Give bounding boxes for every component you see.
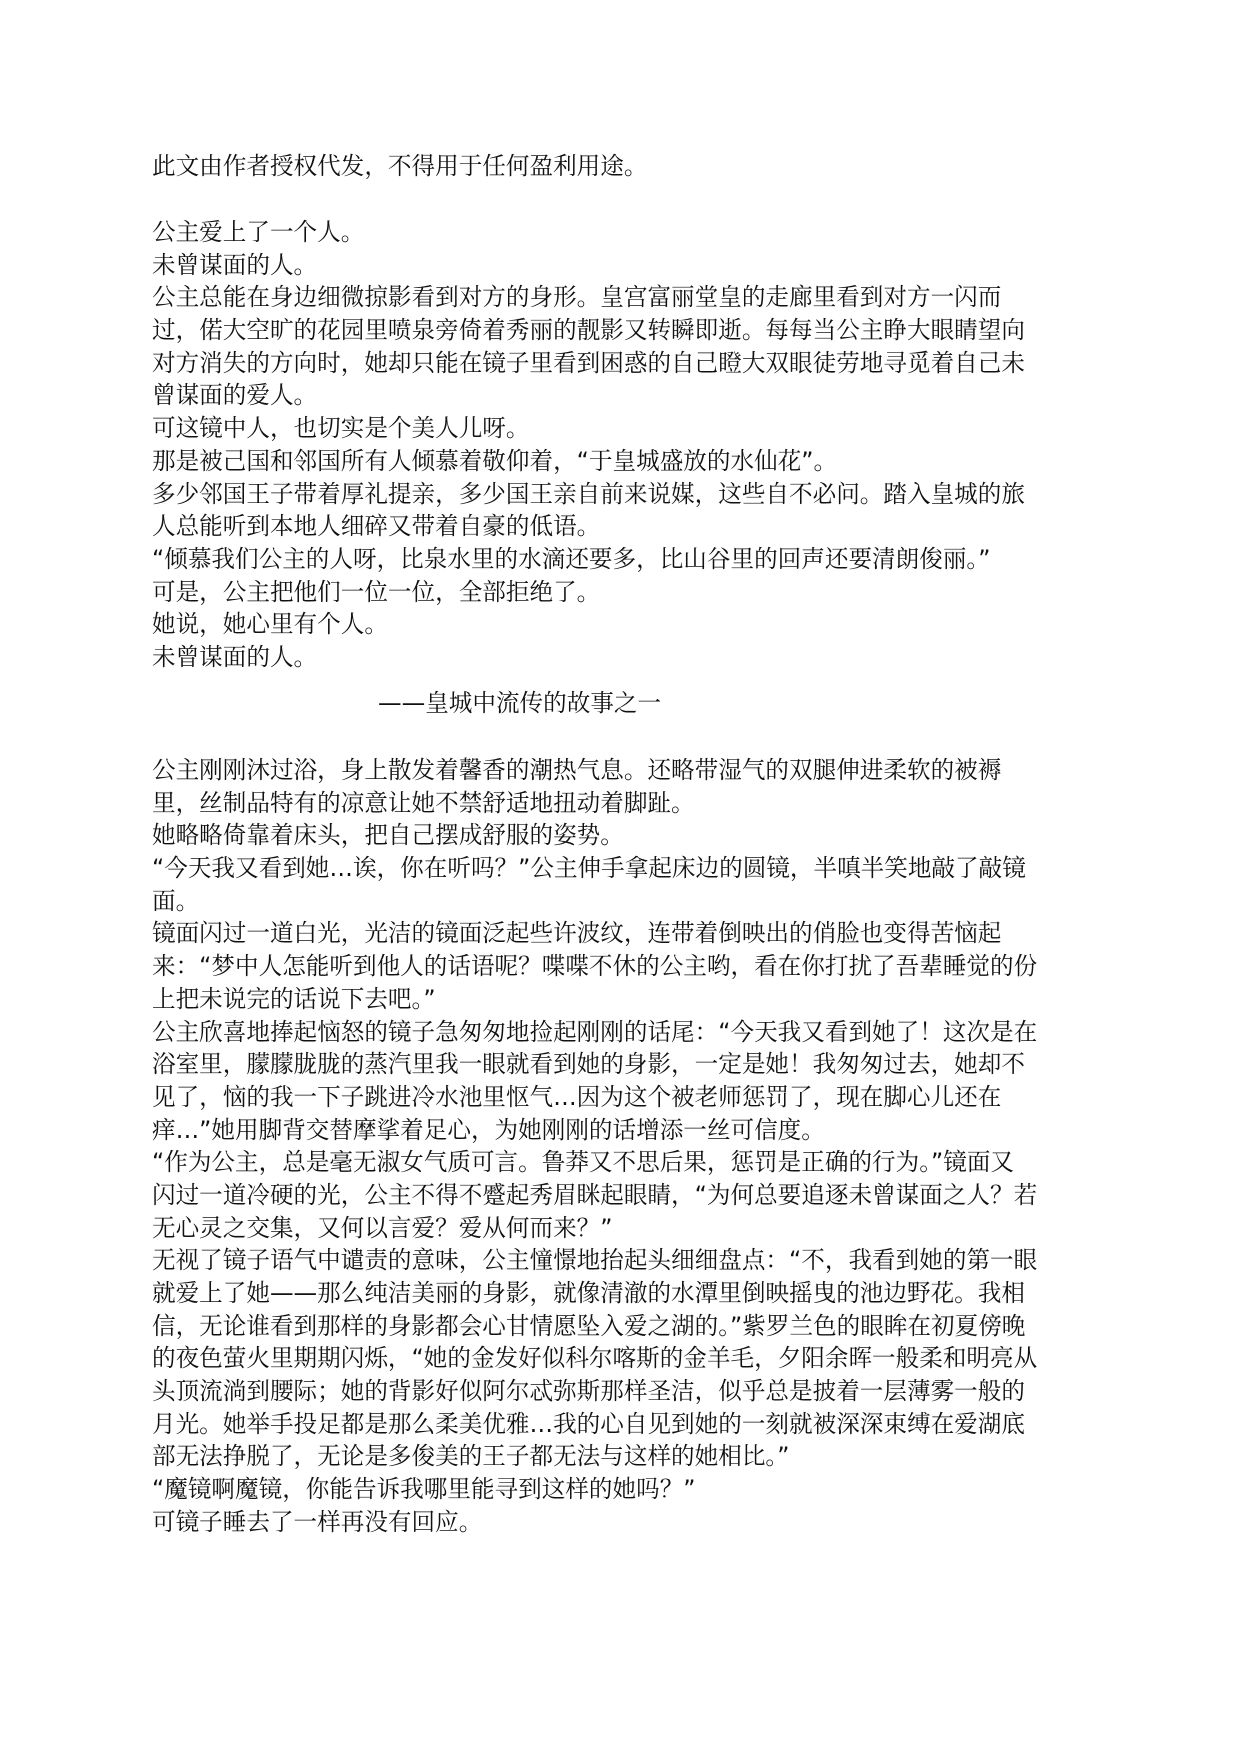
paragraph-line: 她说，她心里有个人。 <box>152 610 388 639</box>
paragraph-line: 无视了镜子语气中谴责的意味，公主憧憬地抬起头细细盘点：“不，我看到她的第一眼 <box>152 1246 1038 1275</box>
paragraph-line: 对方消失的方向时，她却只能在镜子里看到困惑的自己瞪大双眼徒劳地寻觅着自己未 <box>152 348 1025 377</box>
paragraph-line: 未曾谋面的人。 <box>152 250 318 279</box>
paragraph-line: “作为公主，总是毫无淑女气质可言。鲁莽又不思后果，惩罚是正确的行为。”镜面又 <box>152 1148 1015 1177</box>
story-main <box>152 754 1097 1539</box>
paragraph-line: 闪过一道冷硬的光，公主不得不蹙起秀眉眯起眼睛，“为何总要追逐未曾谋面之人？若 <box>152 1180 1038 1209</box>
paragraph-line: 面。 <box>152 886 200 915</box>
paragraph-line: 公主总能在身边细微掠影看到对方的身形。皇宫富丽堂皇的走廊里看到对方一闪而 <box>152 283 1002 312</box>
paragraph-line: 公主欣喜地捧起恼怒的镜子急匆匆地捡起刚刚的话尾：“今天我又看到她了！这次是在 <box>152 1017 1038 1046</box>
paragraph-line: 信，无论谁看到那样的身影都会心甘情愿坠入爱之湖的。”紫罗兰色的眼眸在初夏傍晚 <box>152 1311 1026 1340</box>
paragraph-line: 浴室里，朦朦胧胧的蒸汽里我一眼就看到她的身影，一定是她！我匆匆过去，她却不 <box>152 1050 1025 1079</box>
paragraph-line: “倾慕我们公主的人呀，比泉水里的水滴还要多，比山谷里的回声还要清朗俊丽。” <box>152 544 991 573</box>
notice-line: 此文由作者授权代发，不得用于任何盈利用途。 <box>152 152 648 180</box>
paragraph-line: 人总能听到本地人细碎又带着自豪的低语。 <box>152 512 601 541</box>
paragraph-line: 镜面闪过一道白光，光洁的镜面泛起些许波纹，连带着倒映出的俏脸也变得苦恼起 <box>152 919 1002 948</box>
paragraph-line: 未曾谋面的人。 <box>152 642 318 671</box>
story-prologue <box>152 216 1097 674</box>
paragraph-line: 曾谋面的爱人。 <box>152 381 318 410</box>
paragraph-line: 上把未说完的话说下去吧。” <box>152 984 436 1013</box>
paragraph-line: 过，偌大空旷的花园里喷泉旁倚着秀丽的靓影又转瞬即逝。每每当公主睁大眼睛望向 <box>152 316 1025 345</box>
paragraph-line: 里，丝制品特有的凉意让她不禁舒适地扭动着脚趾。 <box>152 788 695 817</box>
paragraph-line: 无心灵之交集，又何以言爱？爱从何而来？” <box>152 1213 613 1242</box>
paragraph-line: 多少邻国王子带着厚礼提亲，多少国王亲自前来说媒，这些自不必问。踏入皇城的旅 <box>152 479 1025 508</box>
paragraph-line: “魔镜啊魔镜，你能告诉我哪里能寻到这样的她吗？” <box>152 1475 696 1504</box>
paragraph-line: 痒…”她用脚背交替摩挲着足心，为她刚刚的话增添一丝可信度。 <box>152 1115 825 1144</box>
paragraph-line: 公主爱上了一个人。 <box>152 218 365 246</box>
paragraph-line: 见了，恼的我一下子跳进冷水池里怄气…因为这个被老师惩罚了，现在脚心儿还在 <box>152 1082 1002 1111</box>
paragraph-line: 她略略倚靠着床头，把自己摆成舒服的姿势。 <box>152 821 624 850</box>
paragraph-line: 公主刚刚沐过浴，身上散发着馨香的潮热气息。还略带湿气的双腿伸进柔软的被褥 <box>152 756 1002 784</box>
paragraph-line: 就爱上了她——那么纯洁美丽的身影，就像清澈的水潭里倒映摇曳的池边野花。我相 <box>152 1279 1025 1307</box>
paragraph-line: 来：“梦中人怎能听到他人的话语呢？喋喋不休的公主哟，看在你打扰了吾辈睡觉的份 <box>152 952 1038 981</box>
paragraph-line: 头顶流淌到腰际；她的背影好似阿尔忒弥斯那样圣洁，似乎总是披着一层薄雾一般的 <box>152 1377 1025 1406</box>
paragraph-line: 可镜子睡去了一样再没有回应。 <box>152 1507 483 1536</box>
copyright-notice <box>152 150 1097 183</box>
story-attribution: ——皇城中流传的故事之一 <box>378 689 662 717</box>
paragraph-line: 部无法挣脱了，无论是多俊美的王子都无法与这样的她相比。” <box>152 1442 790 1471</box>
paragraph-line: 可这镜中人，也切实是个美人儿呀。 <box>152 414 530 443</box>
paragraph-line: 的夜色萤火里期期闪烁，“她的金发好似科尔喀斯的金羊毛，夕阳余晖一般柔和明亮从 <box>152 1344 1038 1373</box>
paragraph-line: 月光。她举手投足都是那么柔美优雅…我的心自见到她的一刻就被深深束缚在爱湖底 <box>152 1409 1025 1438</box>
paragraph-line: “今天我又看到她…诶，你在听吗？”公主伸手拿起床边的圆镜，半嗔半笑地敲了敲镜 <box>152 854 1026 883</box>
paragraph-line: 可是，公主把他们一位一位，全部拒绝了。 <box>152 577 601 606</box>
paragraph-line: 那是被己国和邻国所有人倾慕着敬仰着，“于皇城盛放的水仙花”。 <box>152 446 838 475</box>
